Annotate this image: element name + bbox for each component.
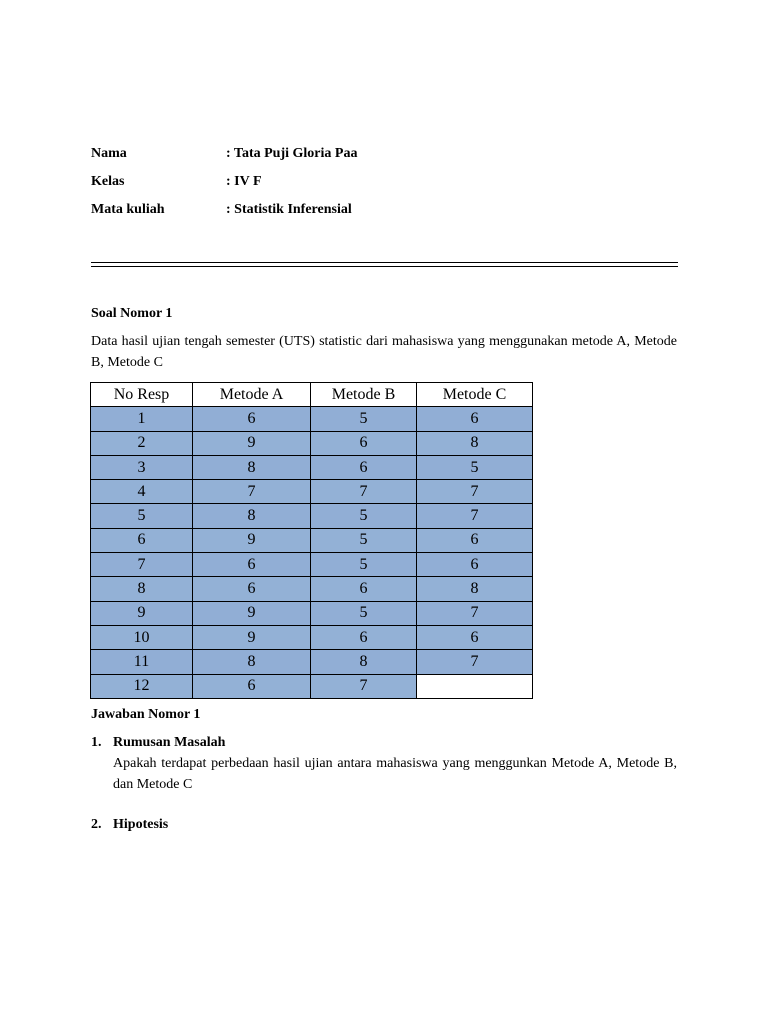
table-cell: 1 — [91, 407, 193, 431]
table-row — [91, 650, 533, 674]
table-cell: 7 — [417, 480, 533, 504]
table-cell: 7 — [417, 650, 533, 674]
table-cell: 8 — [193, 650, 311, 674]
list-title: Hipotesis — [113, 817, 169, 832]
table-cell: 9 — [193, 601, 311, 625]
table-cell: 5 — [311, 504, 417, 528]
answer-heading: Jawaban Nomor 1 — [91, 707, 201, 722]
table-row — [91, 407, 533, 431]
table-header-cell: Metode B — [311, 383, 417, 407]
table-cell: 5 — [311, 553, 417, 577]
table-cell: 6 — [311, 455, 417, 479]
table-cell: 7 — [417, 601, 533, 625]
table-row — [91, 553, 533, 577]
table-cell: 9 — [91, 601, 193, 625]
table-row — [91, 455, 533, 479]
table-cell: 11 — [91, 650, 193, 674]
table-cell — [417, 674, 533, 698]
table-cell: 8 — [417, 577, 533, 601]
info-value: : IV F — [226, 174, 262, 189]
table-row — [91, 504, 533, 528]
table-cell: 6 — [193, 577, 311, 601]
table-row — [91, 431, 533, 455]
scores-table — [90, 382, 533, 699]
info-label: Nama — [91, 146, 127, 161]
table-cell: 6 — [417, 553, 533, 577]
list-body: Apakah terdapat perbedaan hasil ujian antara mahasiswa yang menggunkan Metode A, Metode B, dan Metode C — [113, 756, 677, 792]
table-cell: 8 — [91, 577, 193, 601]
info-label: Kelas — [91, 174, 125, 189]
question-text: Data hasil ujian tengah semester (UTS) statistic dari mahasiswa yang menggunakan metode A, Metode B, Metode C — [91, 334, 677, 370]
table-cell: 3 — [91, 455, 193, 479]
table-cell: 6 — [193, 674, 311, 698]
table-cell: 6 — [311, 431, 417, 455]
table-cell: 8 — [193, 455, 311, 479]
table-cell: 6 — [417, 625, 533, 649]
table-cell: 10 — [91, 625, 193, 649]
table-cell: 9 — [193, 625, 311, 649]
table-row — [91, 480, 533, 504]
table-row — [91, 625, 533, 649]
info-value: : Statistik Inferensial — [226, 202, 352, 217]
table-cell: 6 — [311, 625, 417, 649]
table-cell: 5 — [417, 455, 533, 479]
table-cell: 2 — [91, 431, 193, 455]
table-cell: 6 — [311, 577, 417, 601]
table-header-row — [91, 383, 533, 407]
header-divider — [91, 262, 678, 267]
table-cell: 6 — [193, 553, 311, 577]
table-row — [91, 674, 533, 698]
list-number: 1. — [91, 735, 102, 750]
list-number: 2. — [91, 817, 102, 832]
table-row — [91, 528, 533, 552]
table-cell: 9 — [193, 431, 311, 455]
table-row — [91, 601, 533, 625]
table-cell: 6 — [417, 528, 533, 552]
table-header-cell: Metode A — [193, 383, 311, 407]
table-cell: 7 — [193, 480, 311, 504]
table-cell: 5 — [311, 407, 417, 431]
table-cell: 9 — [193, 528, 311, 552]
table-cell: 5 — [311, 528, 417, 552]
table-cell: 6 — [193, 407, 311, 431]
table-cell: 4 — [91, 480, 193, 504]
table-cell: 7 — [91, 553, 193, 577]
table-cell: 6 — [91, 528, 193, 552]
table-cell: 6 — [417, 407, 533, 431]
table-cell: 8 — [311, 650, 417, 674]
table-cell: 7 — [311, 480, 417, 504]
table-cell: 7 — [311, 674, 417, 698]
table-cell: 5 — [91, 504, 193, 528]
table-cell: 8 — [417, 431, 533, 455]
info-value: : Tata Puji Gloria Paa — [226, 146, 358, 161]
table-header-cell: No Resp — [91, 383, 193, 407]
table-cell: 7 — [417, 504, 533, 528]
table-cell: 8 — [193, 504, 311, 528]
question-heading: Soal Nomor 1 — [91, 306, 173, 321]
table-cell: 5 — [311, 601, 417, 625]
list-title: Rumusan Masalah — [113, 735, 226, 750]
info-label: Mata kuliah — [91, 202, 165, 217]
table-header-cell: Metode C — [417, 383, 533, 407]
table-cell: 12 — [91, 674, 193, 698]
table-row — [91, 577, 533, 601]
table-body — [91, 407, 533, 699]
